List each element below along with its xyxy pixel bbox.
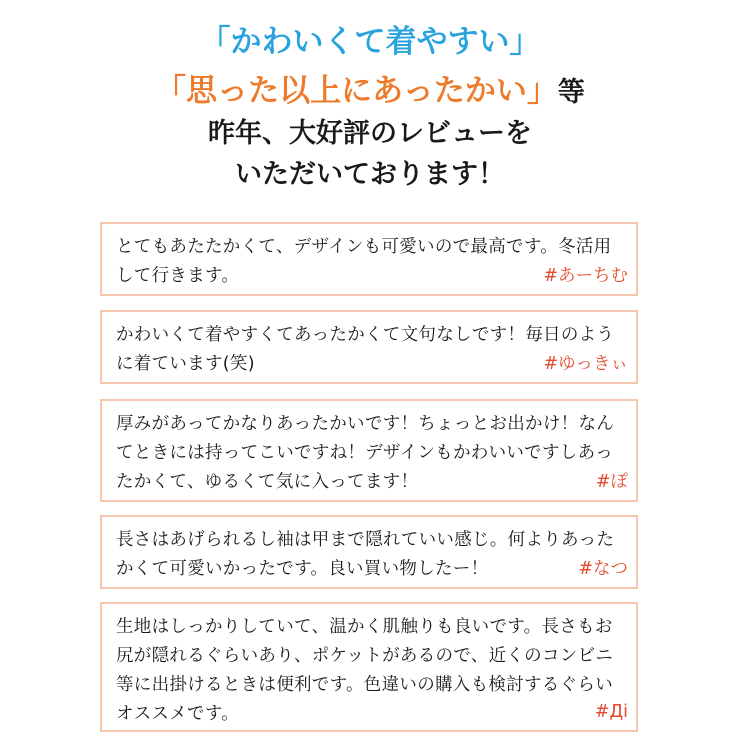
- review-author: #ゆっきぃ: [543, 354, 628, 374]
- review-card: [100, 515, 638, 589]
- review-card: [100, 310, 638, 384]
- headline-line-4: いただいております！: [235, 159, 505, 190]
- headline-line-3: 昨年、大好評のレビューを: [208, 118, 532, 149]
- headline-quote-2-suffix: 等: [557, 77, 585, 108]
- headline-quote-2: [0, 71, 740, 113]
- review-author: #ぽ: [595, 472, 628, 492]
- review-author: #Дi: [594, 702, 628, 722]
- review-author: #あーちむ: [543, 266, 628, 286]
- review-text: かわいくて着やすくてあったかくて文句なしです！毎日のように着ています(笑): [116, 325, 615, 374]
- review-author: #なつ: [578, 559, 628, 579]
- headline-quote-1: 「かわいくて着やすい」: [199, 24, 541, 60]
- review-card: [100, 602, 638, 732]
- review-card: [100, 399, 638, 502]
- headline-quote-2-text: 「思った以上にあったかい」: [155, 73, 558, 109]
- review-card: [100, 222, 638, 296]
- review-text: とてもあたたかくて、デザインも可愛いので最高です。冬活用して行きます。: [116, 237, 612, 286]
- review-text: 生地はしっかりしていて、温かく肌触りも良いです。長さもお尻が隠れるぐらいあり、ポケットがあるので、近くのコンビニ等に出掛けるときは便利です。色違いの購入も検討するぐらいオススメです。: [116, 617, 614, 724]
- review-text: 長さはあげられるし袖は甲まで隠れていい感じ。何よりあったかくて可愛いかったです。良い買い物したー！: [116, 530, 615, 579]
- review-text: 厚みがあってかなりあったかいです！ちょっとお出かけ！なんてときには持ってこいですね！デザインもかわいいですしあったかくて、ゆるくて気に入ってます！: [116, 414, 615, 492]
